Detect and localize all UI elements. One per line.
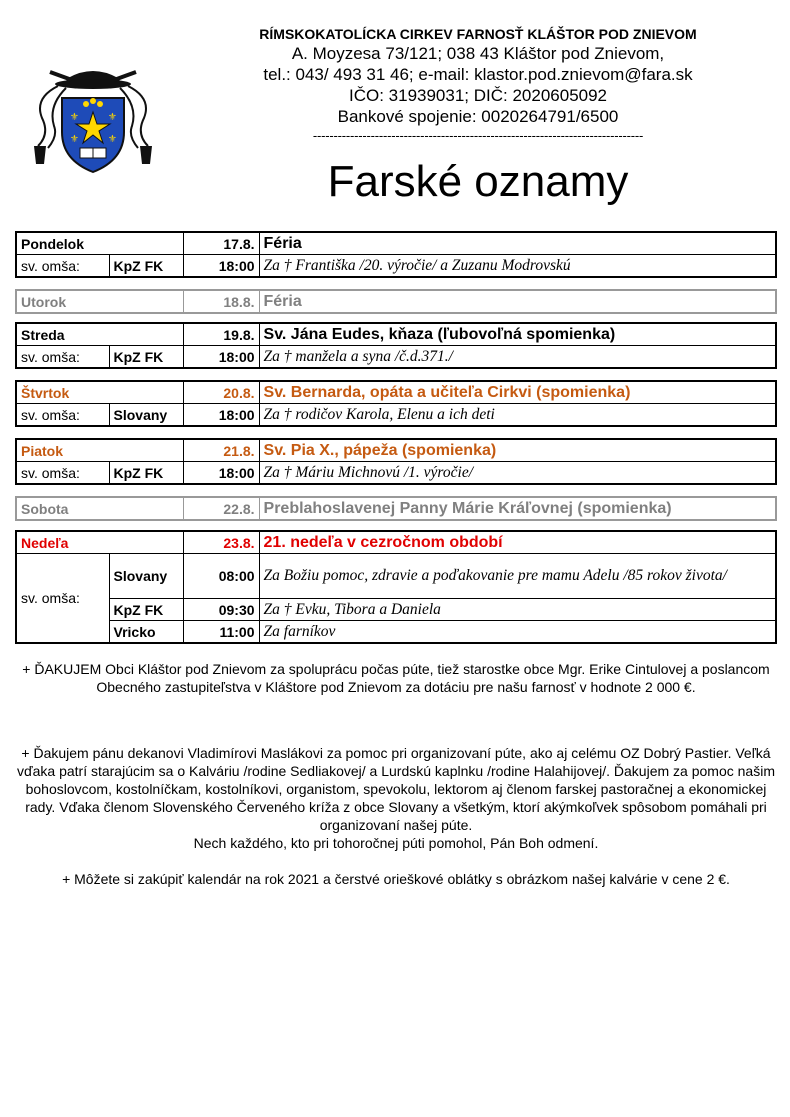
mass-intention: Za farníkov (259, 621, 776, 644)
parish-crest-icon (30, 68, 156, 180)
day-block-thursday (15, 380, 777, 427)
day-block-saturday (15, 496, 777, 521)
day-name: Nedeľa (16, 531, 183, 554)
mass-place: Slovany (109, 404, 183, 427)
parish-bank: Bankové spojenie: 0020264791/6500 (337, 107, 619, 126)
day-date: 22.8. (183, 497, 259, 520)
page-title: Farské oznamy (327, 157, 629, 206)
day-celebration: 21. nedeľa v cezročnom období (259, 531, 776, 554)
mass-intention: Za Božiu pomoc, zdravie a poďakovanie pre mamu Adelu /85 rokov života/ (259, 554, 776, 599)
mass-label: sv. omša: (16, 255, 109, 278)
day-celebration: Féria (259, 232, 776, 255)
mass-time: 18:00 (183, 462, 259, 485)
day-date: 20.8. (183, 381, 259, 404)
day-date: 19.8. (183, 323, 259, 346)
mass-time: 08:00 (183, 554, 259, 599)
header-separator: -------------------------------------------------------------------------------- (312, 129, 644, 143)
mass-place: KpZ FK (109, 255, 183, 278)
day-block-monday (15, 231, 777, 278)
svg-text:⚜: ⚜ (108, 134, 117, 145)
parish-address: A. Moyzesa 73/121; 038 43 Kláštor pod Znievom, (291, 44, 665, 63)
mass-time: 18:00 (183, 404, 259, 427)
mass-intention: Za † rodičov Karola, Elenu a ich deti (259, 404, 776, 427)
day-name: Pondelok (16, 232, 183, 255)
mass-time: 18:00 (183, 255, 259, 278)
mass-time: 09:30 (183, 599, 259, 621)
day-celebration: Sv. Bernarda, opáta a učiteľa Cirkvi (spomienka) (259, 381, 776, 404)
note-calendar: + Môžete si zakúpiť kalendár na rok 2021 a čerstvé orieškové oblátky s obrázkom našej kalvárie v cene 2 €. (62, 871, 730, 887)
mass-label: sv. omša: (16, 462, 109, 485)
day-name: Utorok (16, 290, 183, 313)
mass-time: 11:00 (183, 621, 259, 644)
day-celebration: Sv. Pia X., pápeža (spomienka) (259, 439, 776, 462)
day-date: 23.8. (183, 531, 259, 554)
parish-name: RÍMSKOKATOLÍCKA CIRKEV FARNOSŤ KLÁŠTOR POD ZNIEVOM (259, 26, 697, 42)
note-blessing: Nech každého, kto pri tohoročnej púti pomohol, Pán Boh odmení. (193, 835, 599, 851)
day-block-tuesday (15, 289, 777, 314)
day-date: 17.8. (183, 232, 259, 255)
day-celebration: Preblahoslavenej Panny Márie Kráľovnej (spomienka) (259, 497, 776, 520)
parish-contact: tel.: 043/ 493 31 46; e-mail: klastor.pod.znievom@fara.sk (263, 65, 693, 84)
mass-intention: Za † Máriu Michnovú /1. výročie/ (259, 462, 776, 485)
mass-intention: Za † manžela a syna /č.d.371./ (259, 346, 776, 369)
mass-place: Slovany (109, 554, 183, 599)
mass-place: KpZ FK (109, 599, 183, 621)
parish-ids: IČO: 31939031; DIČ: 2020605092 (348, 86, 608, 105)
day-celebration: Sv. Jána Eudes, kňaza (ľubovoľná spomienka) (259, 323, 776, 346)
mass-label: sv. omša: (16, 346, 109, 369)
note-thanks-helpers: + Ďakujem pánu dekanovi Vladimírovi Maslákovi za pomoc pri organizovaní púte, ako aj celému OZ Dobrý Pastier. Veľká vďaka patrí starajúcim sa o Kalváriu /rodine Sedliakovej/ a Lurdskú kaplnku /rodine Halahijovej/. Ďakujem za pomoc našim bohoslovcom, kostolníčkam, kostolníkovi, organistom, spevokolu, lektorom aj členom farskej pastoračnej a ekonomickej rady. Vďaka členom Slovenského Červeného kríža z obce Slovany a všetkým, ktorí akýmkoľvek spôsobom pomáhali pri organizovaní našej púte. (17, 745, 775, 833)
mass-place: KpZ FK (109, 346, 183, 369)
svg-text:⚜: ⚜ (70, 112, 79, 123)
day-celebration: Féria (259, 290, 776, 313)
parish-header (218, 26, 738, 143)
mass-place: KpZ FK (109, 462, 183, 485)
day-name: Sobota (16, 497, 183, 520)
svg-text:⚜: ⚜ (108, 112, 117, 123)
mass-label: sv. omša: (16, 554, 109, 644)
day-name: Streda (16, 323, 183, 346)
day-date: 18.8. (183, 290, 259, 313)
day-block-wednesday (15, 322, 777, 369)
mass-label: sv. omša: (16, 404, 109, 427)
svg-text:⚜: ⚜ (70, 134, 79, 145)
mass-intention: Za † Františka /20. výročie/ a Zuzanu Modrovskú (259, 255, 776, 278)
note-thanks-municipality: + ĎAKUJEM Obci Kláštor pod Znievom za spoluprácu počas púte, tiež starostke obce Mgr. Erike Cintulovej a poslancom Obecného zastupiteľstva v Kláštore pod Znievom za dotáciu pre našu farnosť v hodnote 2 000 €. (22, 661, 770, 695)
mass-place: Vricko (109, 621, 183, 644)
mass-intention: Za † Evku, Tibora a Daniela (259, 599, 776, 621)
day-name: Piatok (16, 439, 183, 462)
mass-time: 18:00 (183, 346, 259, 369)
day-date: 21.8. (183, 439, 259, 462)
day-block-friday (15, 438, 777, 485)
day-name: Štvrtok (16, 381, 183, 404)
day-block-sunday (15, 530, 777, 644)
